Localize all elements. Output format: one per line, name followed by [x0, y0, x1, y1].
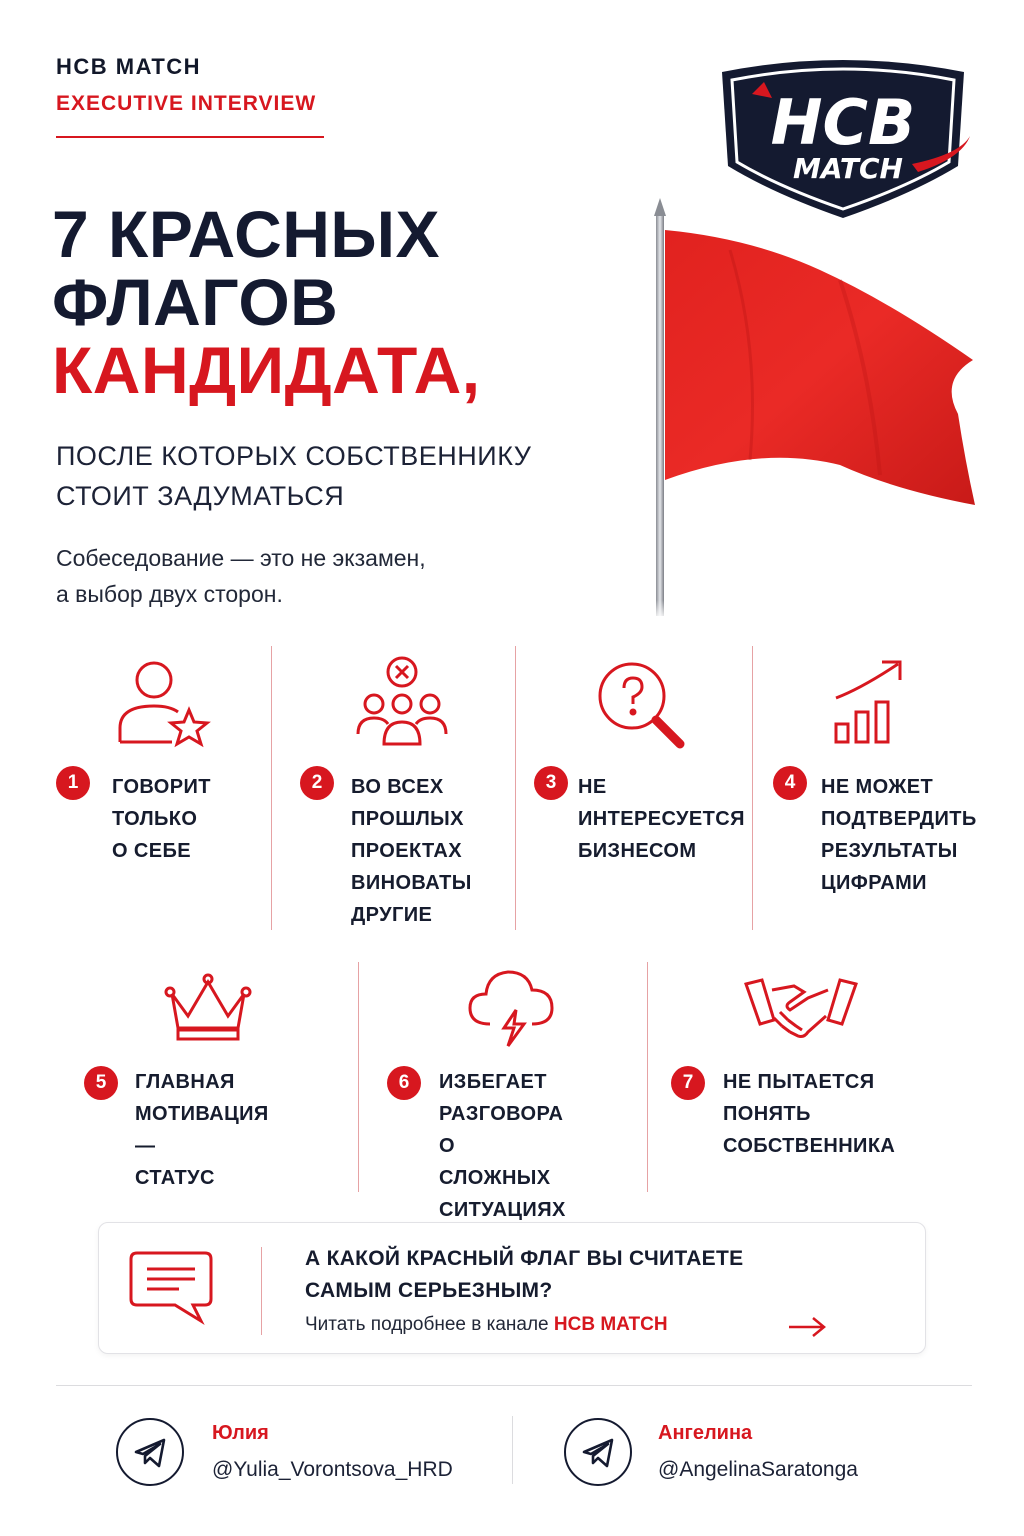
telegram-icon[interactable]: [116, 1418, 184, 1486]
cta-question: А КАКОЙ КРАСНЫЙ ФЛАГ ВЫ СЧИТАЕТЕ САМЫМ СЕРЬЕЗНЫМ?: [305, 1247, 744, 1302]
footer-divider: [56, 1385, 972, 1386]
contact-handle[interactable]: @AngelinaSaratonga: [658, 1458, 858, 1481]
team-blame-icon: [354, 654, 450, 750]
item-label: ИЗБЕГАЕТ РАЗГОВОРА О СЛОЖНЫХ СИТУАЦИЯХ: [439, 1071, 566, 1221]
grid-divider: [515, 646, 516, 930]
magnifier-question-icon: [596, 660, 688, 750]
tagline-line-2: а выбор двух сторон.: [56, 581, 283, 607]
item-label: НЕ МОЖЕТ ПОДТВЕРДИТЬ РЕЗУЛЬТАТЫ ЦИФРАМИ: [821, 776, 977, 894]
grid-divider: [752, 646, 753, 930]
item-number: 4: [773, 766, 807, 800]
title-line-1: 7 КРАСНЫХ: [52, 197, 441, 271]
item-number: 6: [387, 1066, 421, 1100]
red-flag-illustration: [640, 190, 990, 620]
item-number: 2: [300, 766, 334, 800]
cta-card[interactable]: [98, 1222, 926, 1354]
title-line-2: ФЛАГОВ: [52, 265, 339, 339]
cta-channel-name: HCB MATCH: [553, 1314, 668, 1335]
item-label: ГЛАВНАЯ МОТИВАЦИЯ — СТАТУС: [135, 1071, 269, 1189]
brand-subtitle: EXECUTIVE INTERVIEW: [56, 92, 317, 115]
subtitle-line-2: СТОИТ ЗАДУМАТЬСЯ: [56, 481, 345, 511]
grid-divider: [358, 962, 359, 1192]
brand-name: HCB MATCH: [56, 54, 202, 79]
contact-name: Юлия: [212, 1422, 269, 1444]
chat-message-icon: [127, 1249, 215, 1327]
contact-handle[interactable]: @Yulia_Vorontsova_HRD: [212, 1458, 453, 1481]
cta-divider: [261, 1247, 262, 1335]
cta-more-text: Читать подробнее в канале: [305, 1314, 549, 1335]
contact-name: Ангелина: [658, 1422, 753, 1444]
item-label: НЕ ПЫТАЕТСЯ ПОНЯТЬ СОБСТВЕННИКА: [723, 1071, 896, 1157]
item-number: 5: [84, 1066, 118, 1100]
page-title: [52, 197, 481, 407]
logo-text-top: HCB: [770, 86, 916, 159]
tagline-line-1: Собеседование — это не экзамен,: [56, 545, 426, 571]
header-divider: [56, 136, 324, 138]
title-line-3: КАНДИДАТА,: [52, 333, 481, 407]
item-label: НЕ ИНТЕРЕСУЕТСЯ БИЗНЕСОМ: [578, 776, 745, 862]
grid-divider: [271, 646, 272, 930]
subtitle-line-1: ПОСЛЕ КОТОРЫХ СОБСТВЕННИКУ: [56, 441, 532, 471]
crown-icon: [164, 972, 252, 1044]
subtitle: [56, 436, 531, 516]
item-number: 1: [56, 766, 90, 800]
item-number: 3: [534, 766, 568, 800]
growth-chart-icon: [832, 658, 906, 746]
user-star-icon: [116, 658, 212, 748]
arrow-right-icon[interactable]: [787, 1315, 827, 1339]
cta-more-link[interactable]: [305, 1314, 668, 1336]
item-number: 7: [671, 1066, 705, 1100]
handshake-icon: [742, 976, 860, 1042]
logo-text-bottom: MATCH: [793, 152, 903, 185]
telegram-icon[interactable]: [564, 1418, 632, 1486]
grid-divider: [647, 962, 648, 1192]
item-label: ГОВОРИТ ТОЛЬКО О СЕБЕ: [112, 776, 211, 862]
storm-cloud-icon: [466, 966, 556, 1050]
tagline: [56, 540, 426, 612]
contact-divider: [512, 1416, 513, 1484]
item-label: ВО ВСЕХ ПРОШЛЫХ ПРОЕКТАХ ВИНОВАТЫ ДРУГИЕ: [351, 776, 472, 926]
